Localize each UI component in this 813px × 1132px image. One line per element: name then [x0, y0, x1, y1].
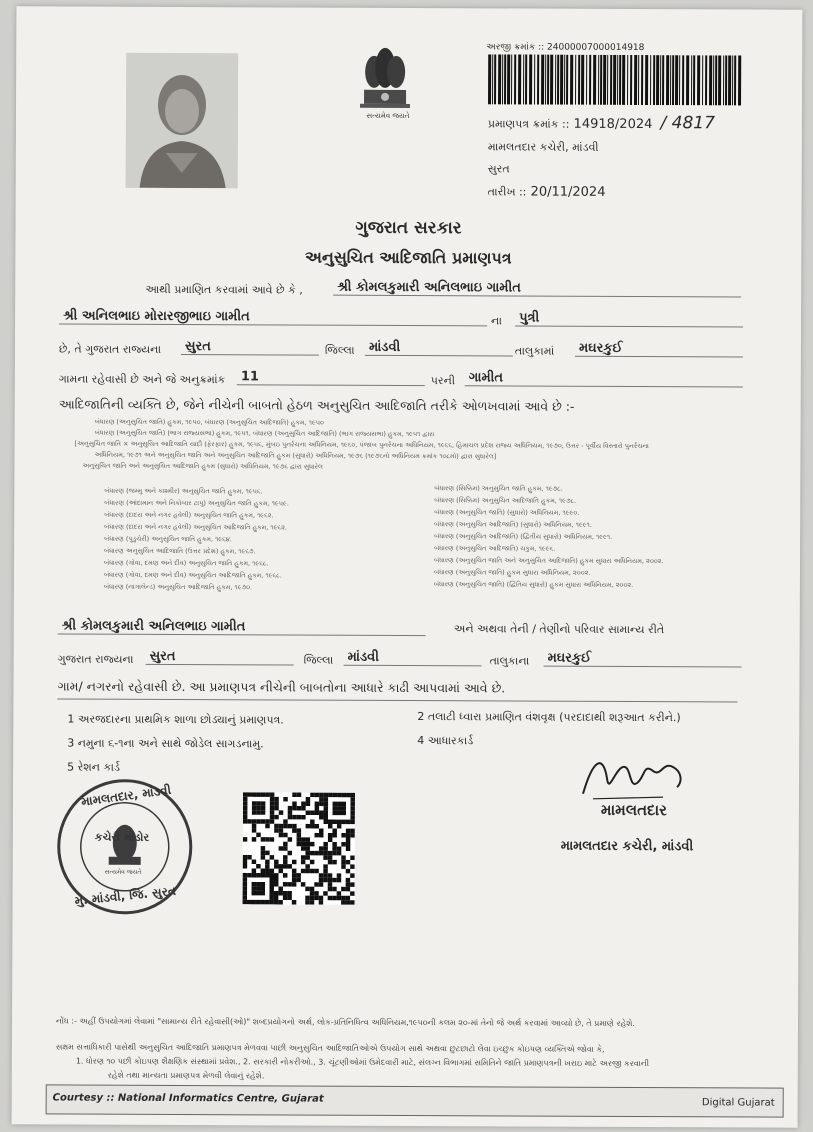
- order-line: અનુસુચિત જાતિ અને અનુસુચિત આદિજાતિ હુકમ (સુધારો) અધિનિયમ, ૧૯૭૬ દ્વારા સુધારેલ: [82, 461, 323, 471]
- order-item: બંધારણ (ગોવા, દમણ અને દીવ) અનુસુચિત જાતિ હુકમ, ૧૯૬૮.: [103, 558, 269, 568]
- applicant-photo: [126, 53, 239, 188]
- taluka-value: માંડવી: [365, 340, 513, 357]
- order-line: બંધારણ (અનુસુચિત જાતિ) હુકમ, ૧૯૫૦, બંધારણ (અનુસુચિત આદિજાતિ) હુકમ, ૧૯૫૦: [94, 417, 324, 427]
- issue-date-value: 20/11/2024: [530, 184, 606, 200]
- order-line: [અનુસુચિત જાતિ × અનુસુચિત આદિજાતિ યાદી (ફેરફાર) હુકમ, ૧૯૫૬, મુંબઇ પુનર્રચના અધિનિયમ, ૧૯૬૦, પંજાબ પુનર્રચના અધિનિયમ, ૧૯૬૬, હિમાચલ પ્રદેશ રાજ્ય અધિનિયમ, ૧૯૭૦, ઉત્તર - પૂર્વીય વિસ્તારો પુનર્રચના: [74, 439, 649, 451]
- application-number: [486, 42, 644, 53]
- order-item: બંધારણ (અનુસુચિત જાતિ) (સુધારો) અધિનિયમ, ૧૯૯૦.: [434, 508, 580, 517]
- order-item: બંધારણ (સિક્કિમ) અનુસુચિત આદિજાતિ હુકમ, ૧૯૭૮.: [434, 496, 577, 505]
- note-2: સક્ષમ સત્તાધિકારી પાસેથી અનુસુચિત આદિજાતિ પ્રમાણપત્ર મેળવવા પાછી અનુસુચિત આદિજાતિઓએ ઉપયોગ સાથે અથવા છુટછાટો લેવા ઇચ્છુક કોઇપણ વ્યક્તિએ જોવા કે,: [55, 1042, 605, 1054]
- basis-statement: ગામ/ નગરનો રહેવાસી છે. આ પ્રમાણપત્ર નીચેની બાબતોના આધારે કાઢી આપવામાં આવે છે.: [57, 678, 506, 696]
- emblem-caption: સત્યમેવ જયતે: [366, 111, 410, 121]
- district-value: સુરત: [181, 339, 319, 356]
- applicant-name-repeat: શ્રી કોમલકુમારી અનિલભાઇ ગામીત: [58, 618, 426, 636]
- order-item: બંધારણ (સિક્કિમ) અનુસુચિત જાતિ હુકમ, ૧૯૭૮.: [434, 484, 563, 493]
- order-item: બંધારણ અનુસુચિત આદિજાતિ (ઉત્તર પ્રદેશ) હુકમ, ૧૯૬૭.: [104, 546, 256, 556]
- certificate-number-label: પ્રમાણપત્ર ક્રમાંક ::: [487, 117, 570, 131]
- certificate-number: [488, 112, 715, 133]
- government-title: ગુજરાત સરકાર: [355, 217, 462, 239]
- order-item: બંધારણ (અનુસુચિત આદિજાતિ) (સુધારો) અધિનિયમ, ૧૯૯૧.: [434, 520, 592, 529]
- village-value: મઘરકુઈ: [575, 341, 743, 358]
- village-value-2: મઘરકુઈ: [544, 651, 742, 668]
- footer-courtesy: Courtesy :: National Informatics Centre, Gujarat: [52, 1092, 324, 1105]
- order-item: બંધારણ (દાદરા અને નગર હવેલી) અનુસુચિત આદિજાતિ હુકમ, ૧૯૬૨.: [104, 522, 287, 532]
- relation: પુત્રી: [515, 310, 743, 327]
- order-line: અધિનિયમ, ૧૯૭૧ અને અનુસુચિત જાતિ અને અનુસુચિત આદિજાતિ હુકમ (સુધારો) અધિનિયમ, ૧૯૭૬ (૧૯૭૬નો અધિનિયમ ક્રમાંક ૧૦૮મો) દ્વારા સુધારેલ]: [94, 450, 497, 461]
- tribe-statement: આદિજાતિની વ્યક્તિ છે, જેને નીચેની બાબતો હેઠળ અનુસુચિત આદિજાતિ તરીકે ઓળખવામાં આવે છે :-: [58, 396, 575, 414]
- footer-bar: [46, 1084, 784, 1117]
- signatory-office: મામલતદાર કચેરી, માંડવી: [560, 838, 694, 855]
- issuing-office: મામલતદાર કચેરી, માંડવી: [487, 140, 599, 154]
- district-label: જિલ્લા: [324, 343, 355, 357]
- orders-right-list: [434, 482, 764, 591]
- note-1: નોંધ :- અહીં ઉપયોગમાં લેવામાં "સામાન્ય રીતે રહેવાસી(ઓ)" શબ્દપ્રયોગનો અર્થ, લોક-પ્રતિનિધિત્વ અધિનિયમ,૧૯૫૦ની કલમ ૨૦-માં તેનો જે અર્થ કરવામાં આવ્યો છે, તે પ્રમાણે રહેશે.: [55, 1016, 636, 1028]
- doc-item-3: 3 નમુના ૬-૧ના અને સાથે જોડેલ સાગડનામુ.: [67, 736, 264, 751]
- barcode-icon: [486, 54, 746, 105]
- state-prefix: છે, તે ગુજરાત રાજ્યના: [58, 342, 162, 356]
- application-number-value: 24000007000014918: [547, 42, 645, 54]
- order-item: બંધારણ (નાગાલેન્ડ) અનુસુચિત આદિજાતિ હુકમ, ૧૯૭૦.: [103, 582, 253, 592]
- certificate-number-value: 14918/2024: [573, 116, 653, 133]
- taluka-value-2: માંડવી: [344, 650, 482, 667]
- orders-left-list: [104, 485, 404, 594]
- taluka-label-2: તાલુકાના: [489, 654, 530, 668]
- certificate-number-handwritten: / 4817: [660, 113, 715, 134]
- doc-item-1: 1 અરજદારના પ્રાથમિક શાળા છોડ્યાનું પ્રમાણપત્ર.: [67, 712, 284, 727]
- order-item: બંધારણ (આંદામાન અને નિકોબાર ટાપુ) અનુસુચિત જાતિ હુકમ, ૧૯૫૯.: [104, 498, 289, 508]
- state-label-2: ગુજરાત રાજ્યના: [57, 652, 134, 666]
- doc-item-4: 4 આધારકાર્ડ: [417, 734, 474, 748]
- order-item: બંધારણ (જમ્મુ અને કાશ્મીર) અનુસુચિત જાતિ હુકમ, ૧૯૫૬.: [104, 486, 263, 496]
- order-item: બંધારણ (અનુસુચિત આદિજાતિ) ચકુમ, ૧૯૯૬.: [434, 544, 556, 553]
- serial-number: 11: [237, 369, 425, 386]
- resident-label: ગામના રહેવાસી છે અને જે અનુક્રમાંક: [58, 372, 226, 387]
- signatory-title: મામલતદાર: [600, 800, 667, 820]
- certify-label: આથી પ્રમાણિત કરવામાં આવે છે કે ,: [145, 282, 303, 297]
- qr-code-icon: [243, 792, 355, 904]
- seal-top-text: મામલતદાર, માંડવી: [80, 782, 172, 809]
- order-item: બંધારણ (પુડુચેરી) અનુસુચિત જાતિ હુકમ, ૧૯૬૪.: [104, 534, 232, 544]
- note-4: રહેશે તથા માન્યતા પ્રમાણપત્ર મેળવી લેવાનું રહેશે.: [107, 1070, 265, 1081]
- issue-date: [488, 184, 606, 200]
- order-item: બંધારણ (દાદરા અને નગર હવેલી) અનુસુચિત જાતિ હુકમ, ૧૯૬૨.: [104, 510, 274, 520]
- footer-brand: Digital Gujarat: [701, 1097, 775, 1109]
- order-item: બંધારણ (અનુસુચિત જાતિ) હુકમ સુધારા અધિનિયમ, ૨૦૦૨.: [433, 568, 591, 577]
- national-emblem-icon: [352, 38, 418, 130]
- caste-value: ગામીત: [465, 370, 743, 387]
- family-label: અને અથવા તેની / તેણીનો પરિવાર સામાન્ય રીતે: [453, 622, 665, 637]
- issuing-district: સુરત: [487, 162, 510, 176]
- note-3: 1. ધોરણ ૧૦ પછી કોઇપણ શૈક્ષણિક સંસ્થામાં પ્રવેશ., 2. સરકારી નોકરીઓ., 3. ચૂંટણીઓમાં ઉમેદવારી માટે, સંલગ્ન વિભાગમાં સમિતિને જાતિ પ્રમાણપત્રની ખરાઇ માટે અરજી કરવાની: [75, 1056, 650, 1069]
- applicant-name: શ્રી કોમલકુમારી અનિલભાઇ ગામીત: [333, 280, 741, 298]
- issue-date-label: તારીખ ::: [487, 185, 527, 199]
- upon-label: પરની: [430, 374, 456, 388]
- parent-name: શ્રી અનિલભાઇ મોરારજીભાઇ ગામીત: [59, 308, 487, 326]
- district-label-2: જિલ્લા: [303, 653, 334, 667]
- na-label: ના: [491, 314, 502, 328]
- order-item: બંધારણ (અનુસુચિત જાતિ અને અનુસુચિત આદિજાતિ) હુકમ સુધારા અધિનિયમ, ૨૦૦૨.: [434, 556, 664, 566]
- order-item: બંધારણ (ગોવા, દમણ અને દીવ) અનુસુચિત આદિજાતિ હુકમ, ૧૯૬૮.: [103, 570, 282, 580]
- order-line: બંધારણ (અનુસુચિત જાતિ) (ભાગ રાજ્યસભા) હુકમ, ૧૯૫૧, બંધારણ (અનુસુચિત આદિજાતિ) (ભાગ રાજ્યસભા) હુકમ, ૧૯૫૧ દ્વારા: [94, 428, 435, 439]
- orders-small-list: [74, 417, 774, 475]
- taluka-label: તાલુકામાં: [514, 344, 555, 358]
- seal-middle-text: કચેરી મોડોર: [94, 830, 150, 844]
- doc-item-5: 5 રેશન કાર્ડ: [67, 760, 121, 774]
- doc-item-2: 2 તલાટી ધ્વારા પ્રમાણિત વંશવૃક્ષ (પરદાદાથી શરૂઆત કરીને.): [417, 710, 681, 725]
- district-value-2: સુરત: [146, 649, 294, 666]
- application-number-label: અરજી ક્રમાંક ::: [486, 42, 545, 53]
- certificate-title: અનુસુચિત આદિજાતિ પ્રમાણપત્ર: [304, 247, 512, 268]
- official-seal-icon: [54, 776, 195, 917]
- order-item: બંધારણ (અનુસુચિત જાતિ) (દ્વિતિય સુધારો) હુકમ સુધારા અધિનિયમ, ૨૦૦૨.: [433, 580, 634, 589]
- seal-caption: સત્યમેવ જયતે: [104, 868, 142, 876]
- order-item: બંધારણ (અનુસુચિત આદિજાતિ) (દ્વિતીય સુધારો) અધિનિયમ, ૧૯૯૧.: [434, 532, 613, 541]
- divider: [57, 698, 737, 702]
- seal-bottom-text: મુ. માંડવી, જિ. સુરત: [74, 883, 177, 908]
- certificate-page: [12, 6, 803, 1127]
